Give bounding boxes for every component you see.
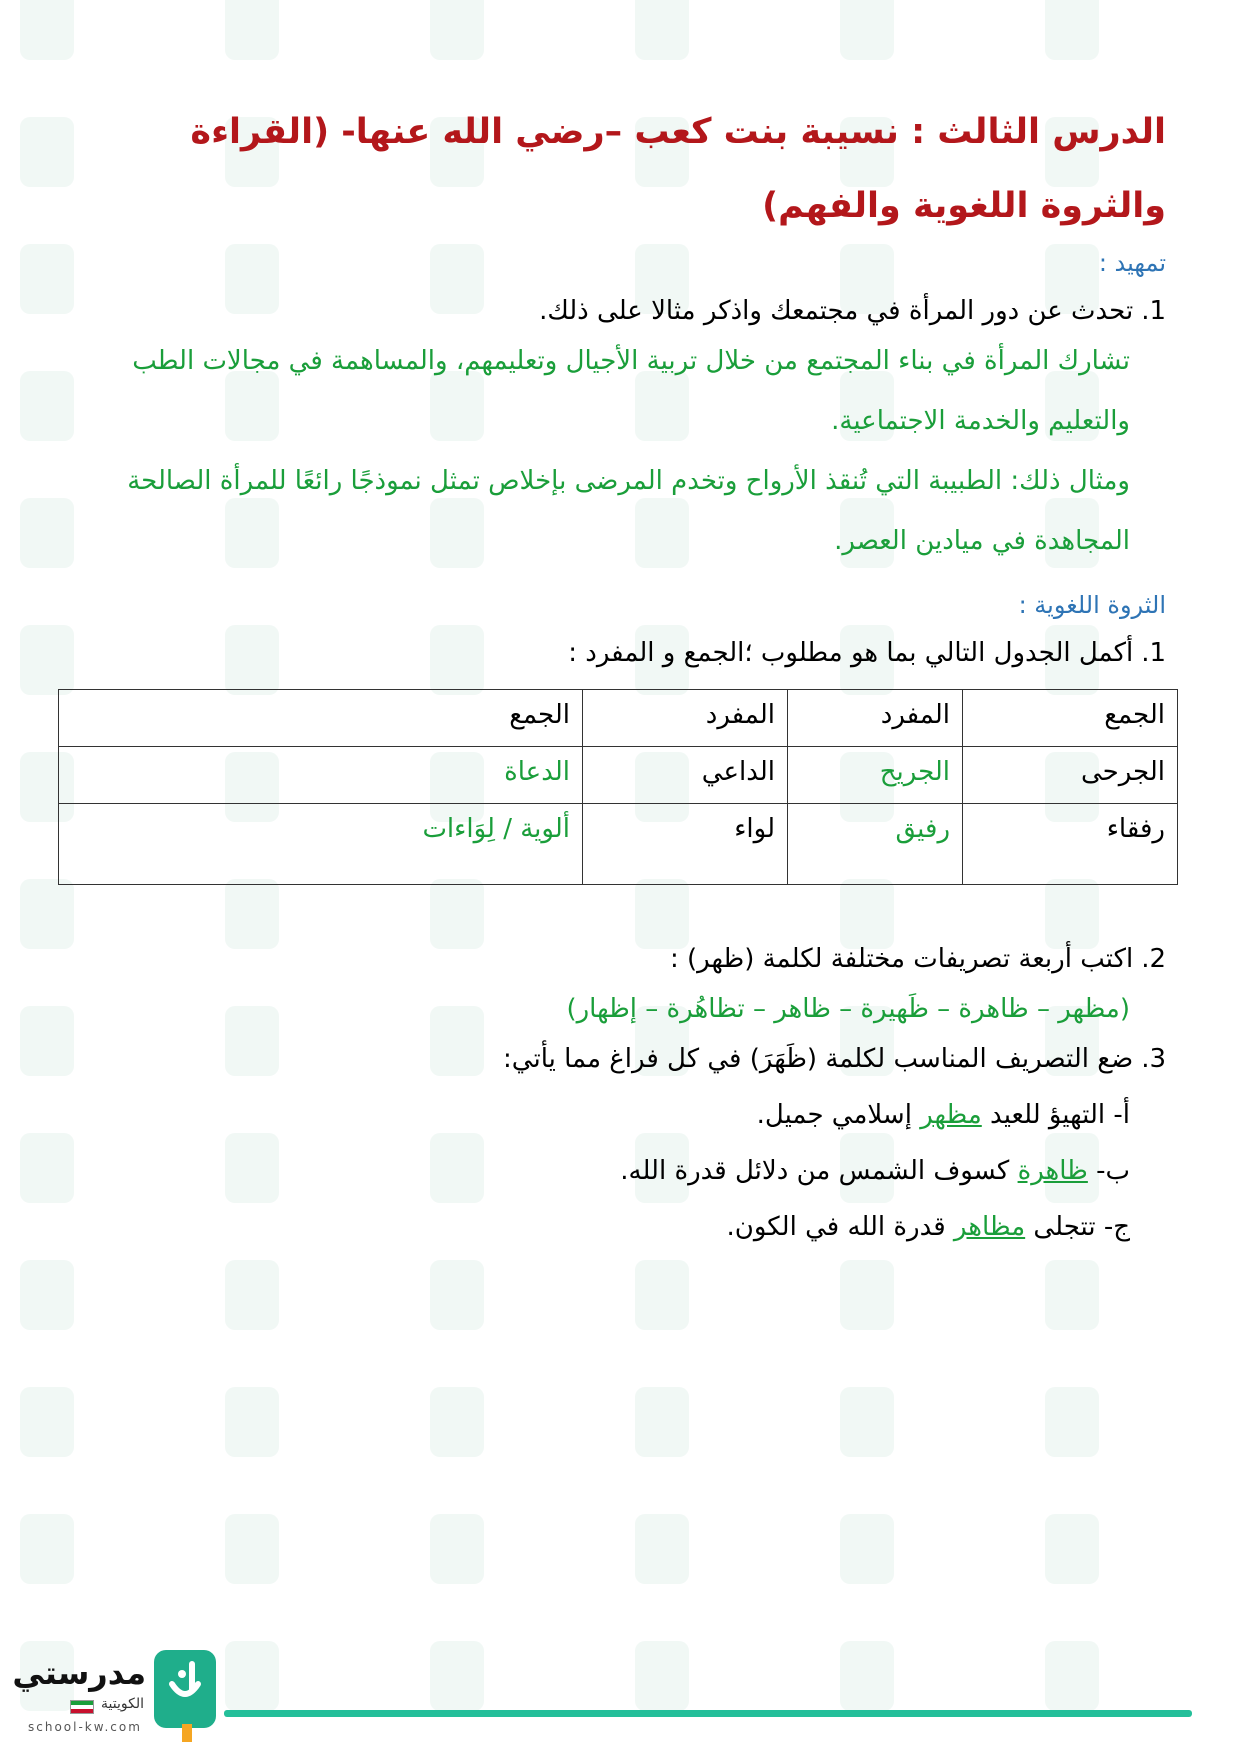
watermark-tile [635,1641,785,1721]
question-number: 1. [1141,638,1166,668]
question-text: تحدث عن دور المرأة في مجتمعك واذكر مثالا على ذلك. [539,296,1134,326]
vocab-question-3 [64,1039,1166,1079]
intro-label: تمهيد : [1098,249,1166,277]
logo-name: مدرستي [12,1654,146,1692]
table-cell: رفقاء [963,804,1178,885]
question-number: 3. [1141,1044,1166,1074]
watermark-tile [225,1387,375,1467]
table-header: المفرد [788,690,963,747]
watermark-tile [20,1514,170,1594]
question-number: 2. [1141,944,1166,974]
watermark-tile [635,1514,785,1594]
item-blank-answer: مظهر [920,1100,982,1130]
q2-answer: (مظهر – ظاهرة – ظَهيرة – ظاهر – تظاهُرة – إظهار) [566,994,1130,1024]
kuwait-flag-icon [70,1700,94,1714]
watermark-tile [840,1514,990,1594]
watermark-tile [635,0,785,70]
watermark-tile [635,1260,785,1340]
table-cell-answer: ألوية / لِوَاءات [59,804,583,885]
intro-answer-1: تشارك المرأة في بناء المجتمع من خلال تربية الأجيال وتعليمهم، والمساهمة في مجالات الطب والتعليم والخدمة الاجتماعية. [132,346,1130,436]
watermark-tile [225,1514,375,1594]
watermark-tile [20,0,170,70]
table-header-row [59,690,1178,747]
vocab-label: الثروة اللغوية : [1018,591,1166,619]
watermark-tile [20,1387,170,1467]
watermark-tile [430,0,580,70]
item-prefix: ب- [1096,1156,1130,1186]
watermark-tile [840,1260,990,1340]
logo-subtitle: الكويتية [101,1696,144,1712]
item-blank-answer: مظاهر [953,1212,1026,1242]
watermark-tile [840,1641,990,1721]
watermark-tile [635,1387,785,1467]
table-header: المفرد [583,690,788,747]
watermark-tile [1045,0,1195,70]
watermark-tile [430,1514,580,1594]
question-text: ضع التصريف المناسب لكلمة (ظَهَرَ) في كل فراغ مما يأتي: [503,1044,1134,1074]
table-cell-answer: الدعاة [59,747,583,804]
watermark-tile [430,1387,580,1467]
logo-url: school-kw.com [28,1720,142,1734]
watermark-tile [225,0,375,70]
table-cell: الداعي [583,747,788,804]
table-row [59,804,1178,885]
lesson-page [64,95,1166,1255]
item-suffix: إسلامي جميل. [756,1100,912,1130]
table-row [59,747,1178,804]
question-text: أكمل الجدول التالي بما هو مطلوب ؛الجمع و المفرد : [568,638,1134,668]
table-cell-answer: الجريح [788,747,963,804]
intro-question [64,291,1166,331]
table-cell-answer: رفيق [788,804,963,885]
question-text: اكتب أربعة تصريفات مختلفة لكلمة (ظهر) : [670,944,1134,974]
table-cell: الجرحى [963,747,1178,804]
watermark-tile [1045,1514,1195,1594]
table-header: الجمع [963,690,1178,747]
intro-answer-2: ومثال ذلك: الطبيبة التي تُنقذ الأرواح وتخدم المرضى بإخلاص تمثل نموذجًا رائعًا للمرأة الصالحة المجاهدة في ميادين العصر. [127,466,1130,556]
watermark-tile [225,1260,375,1340]
vocab-question-1 [64,633,1166,673]
bookmark-icon [182,1724,192,1742]
footer-logo [12,1650,216,1745]
watermark-tile [430,1260,580,1340]
question-number: 1. [1141,296,1166,326]
item-blank-answer: ظاهرة [1017,1156,1088,1186]
lesson-title: الدرس الثالث : نسيبة بنت كعب –رضي الله عنها- (القراءة والثروة اللغوية والفهم) [190,112,1166,226]
vocab-question-2 [64,939,1166,979]
watermark-tile [430,1641,580,1721]
watermark-tile [840,1387,990,1467]
watermark-tile [1045,1641,1195,1721]
fill-item-a [64,1087,1166,1143]
watermark-tile [20,1260,170,1340]
logo-mark-icon [154,1650,216,1728]
item-prefix: أ- التهيؤ للعيد [990,1100,1130,1130]
item-prefix: ج- تتجلى [1033,1212,1130,1242]
item-suffix: قدرة الله في الكون. [726,1212,946,1242]
watermark-tile [1045,1387,1195,1467]
watermark-tile [840,0,990,70]
plural-singular-table [58,689,1178,885]
table-cell: لواء [583,804,788,885]
fill-item-c [64,1199,1166,1255]
table-header: الجمع [59,690,583,747]
watermark-tile [225,1641,375,1721]
fill-item-b [64,1143,1166,1199]
footer-divider [224,1710,1192,1717]
item-suffix: كسوف الشمس من دلائل قدرة الله. [620,1156,1010,1186]
watermark-tile [1045,1260,1195,1340]
